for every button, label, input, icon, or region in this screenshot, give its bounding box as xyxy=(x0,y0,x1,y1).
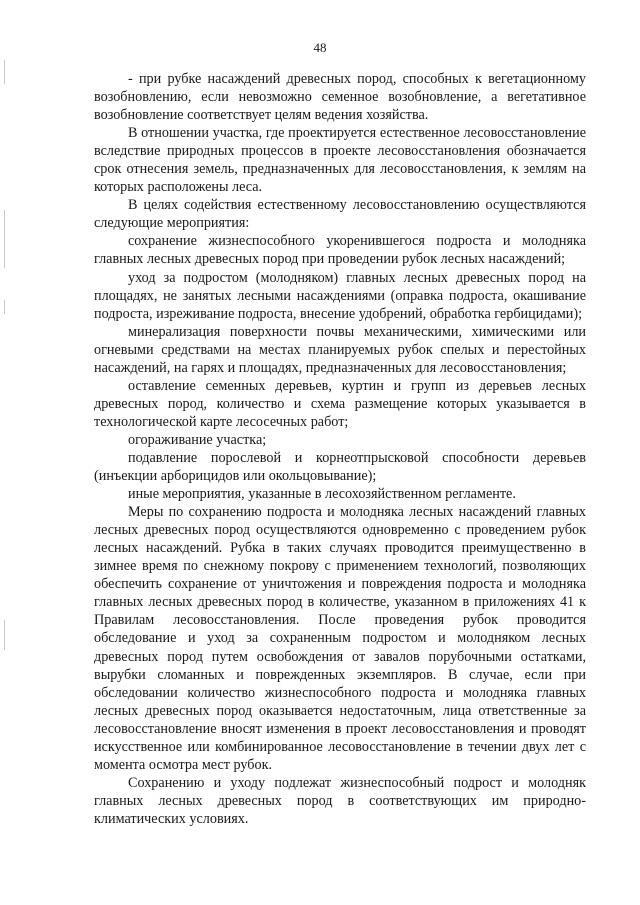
page-number: 48 xyxy=(313,40,327,55)
paragraph: В отношении участка, где проектируется естественное лесовосстановление вследствие природных процессов в проекте лесовосстановления обозначается срок отнесения земель, предназначенных для лесовосстановления, к землям на которых расположены леса. xyxy=(94,125,586,196)
list-item: оставление семенных деревьев, куртин и групп из деревьев лесных древесных пород, количество и схема размещение которых указывается в технологической карте лесосечных работ; xyxy=(94,377,586,430)
list-item: сохранение жизнеспособного укоренившегося подроста и молодняка главных лесных древесных пород при проведении рубок лесных насаждений; xyxy=(94,233,586,268)
scan-margin-line xyxy=(4,210,5,268)
list-item: иные мероприятия, указанные в лесохозяйственном регламенте. xyxy=(128,486,516,503)
scan-margin-line xyxy=(4,60,5,84)
body-text xyxy=(94,70,586,828)
paragraph: Меры по сохранению подроста и молодняка лесных насаждений главных лесных древесных пород осуществляются одновременно с проведением рубок лесных насаждений. Рубка в таких случаях проводится преимущественно в зимнее время по снежному покрову с применением технологий, позволяющих обеспечить сохранение от уничтожения и повреждения подроста и молодняка главных лесных древесных пород в количестве, указанном в приложениях 41 к Правилам лесовосстановления. После проведения рубок проводится обследование и уход за сохраненным подростом и молодняком лесных древесных пород путем освобождения от завалов порубочными остатками, вырубки сломанных и поврежденных экземпляров. В случае, если при обследовании количество жизнеспособного подроста и молодняка главных лесных древесных пород оказывается недостаточным, лица ответственные за лесовосстановление вносят изменения в проект лесовосстановления и проводят искусственное или комбинированное лесовосстановление в течении двух лет с момента осмотра мест рубок. xyxy=(94,504,586,773)
paragraph: В целях содействия естественному лесовосстановлению осуществляются следующие мероприятия: xyxy=(94,197,586,232)
list-item: уход за подростом (молодняком) главных лесных древесных пород на площадях, не занятых лесными насаждениями (оправка подроста, окашивание подроста, изреживание подроста, внесение удобрений, обработка гербицидами); xyxy=(94,269,586,322)
paragraph: - при рубке насаждений древесных пород, способных к вегетационному возобновлению, если невозможно семенное возобновление, а вегетативное возобновление соответствует целям ведения хозяйства. xyxy=(94,71,586,124)
scan-margin-line xyxy=(4,620,5,650)
list-item: огораживание участка; xyxy=(128,431,267,448)
paragraph: Сохранению и уходу подлежат жизнеспособный подрост и молодняк главных лесных древесных пород в соответствующих им природно-климатических условиях. xyxy=(94,774,586,827)
scan-margin-line xyxy=(4,300,5,314)
list-item: минерализация поверхности почвы механическими, химическими или огневыми средствами на местах планируемых рубок спелых и перестойных насаждений, на гарях и площадях, предназначенных для лесовосстановления; xyxy=(94,323,586,376)
list-item: подавление порослевой и корнеотпрысковой способности деревьев (инъекции арборицидов или окольцовывание); xyxy=(94,449,586,485)
